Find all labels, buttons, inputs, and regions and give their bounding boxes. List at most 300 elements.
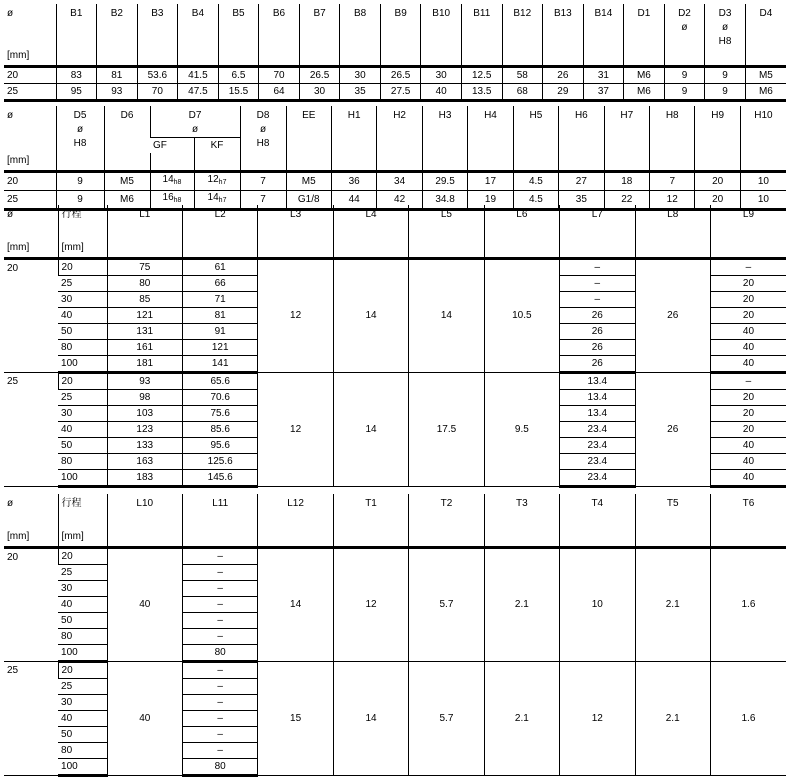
header-spacer [740,153,786,172]
t1-cell: 12 [333,548,408,662]
t5-cell: 2.1 [635,548,710,662]
value-cell: 20 [695,191,740,210]
l2-cell: 121 [182,340,257,356]
l6-cell: 10.5 [484,259,559,373]
header-spacer [194,153,240,172]
l9-cell: 20 [710,422,786,438]
value-cell: 4.5 [513,191,558,210]
stroke-cell: 50 [58,727,107,743]
l7-cell: – [560,276,635,292]
value-cell: 20 [695,172,740,191]
header-cell: L4 [333,205,408,240]
header-spacer [409,529,484,548]
header-spacer [286,153,331,172]
stroke-cell: 50 [58,438,107,454]
value-cell: M6 [745,84,786,101]
header-cell [150,106,240,138]
header-cell: T6 [710,494,786,529]
header-cell [240,106,286,153]
stroke-cell: 40 [58,308,107,324]
value-cell: 95 [56,84,97,101]
header-cell: B4 [178,4,219,49]
l11-cell: – [182,613,257,629]
header-kf: KF [194,138,240,154]
header-spacer [624,49,665,67]
l4-cell: 14 [333,373,408,487]
l1-cell: 103 [107,406,182,422]
value-cell: 27.5 [380,84,421,101]
value-cell: 34 [377,172,422,191]
t6-cell: 1.6 [710,662,786,776]
stroke-cell: 50 [58,324,107,340]
t4-cell: 12 [560,662,635,776]
header-diameter: ø [7,8,14,19]
value-cell: 40 [421,84,462,101]
stroke-cell: 30 [58,292,107,308]
unit-label: [mm] [4,240,58,259]
value-cell: 37 [583,84,624,101]
value-cell: 6.5 [218,67,259,84]
header-gf: GF [153,139,167,151]
l2-cell: 81 [182,308,257,324]
value-cell: 10 [740,191,786,210]
header-spacer [604,153,649,172]
l7-cell: – [560,292,635,308]
t4-cell: 10 [560,548,635,662]
header-spacer [56,49,97,67]
l9-cell: 20 [710,406,786,422]
l2-cell: 125.6 [182,454,257,470]
stroke-cell: 30 [58,406,107,422]
dimensions-table-l-t [4,494,786,777]
value-cell [194,172,240,191]
header-spacer [107,529,182,548]
header-spacer [484,240,559,259]
value-cell: M6 [624,67,665,84]
l7-cell: 23.4 [560,454,635,470]
l2-cell: 141 [182,356,257,373]
header-stroke: 行程 [58,205,107,240]
value-cell: 70 [137,84,178,101]
header-cell [664,4,705,49]
header-spacer [137,49,178,67]
header-line: ø [259,124,267,135]
value-cell: 12.5 [461,67,502,84]
header-spacer [178,49,219,67]
l1-cell: 121 [107,308,182,324]
value-cell: M5 [104,172,150,191]
stroke-cell: 20 [58,259,107,276]
value-cell: 19 [468,191,513,210]
header-spacer [409,240,484,259]
header-spacer [705,49,746,67]
header-spacer [331,153,376,172]
header-spacer [468,153,513,172]
l8-cell: 26 [635,373,710,487]
gf-tolerance: h8 [173,197,182,204]
l6-cell: 9.5 [484,373,559,487]
diameter-cell: 25 [4,191,56,210]
header-spacer [240,153,286,172]
header-cell [705,4,746,49]
stroke-cell: 30 [58,695,107,711]
header-cell: B5 [218,4,259,49]
header-line: ø [681,22,688,33]
header-spacer [333,240,408,259]
l3-cell: 12 [258,373,333,487]
value-cell: M5 [286,172,331,191]
l9-cell: – [710,373,786,390]
header-cell: T3 [484,494,559,529]
header-cell: L11 [182,494,257,529]
header-cell: L2 [182,205,257,240]
unit-label: [mm] [4,529,58,548]
value-cell: 27 [559,172,604,191]
stroke-cell: 80 [58,629,107,645]
header-cell: T4 [560,494,635,529]
stroke-cell: 25 [58,276,107,292]
header-spacer [377,153,422,172]
l5-cell: 14 [409,259,484,373]
stroke-cell: 80 [58,454,107,470]
l9-cell: 40 [710,438,786,454]
header-cell: B6 [259,4,300,49]
l11-cell: – [182,581,257,597]
header-cell: H9 [695,106,740,153]
header-spacer [259,49,300,67]
value-cell: 29.5 [422,172,467,191]
header-spacer [333,529,408,548]
value-cell: 36 [331,172,376,191]
header-spacer [710,529,786,548]
l1-cell: 181 [107,356,182,373]
value-cell: 58 [502,67,543,84]
kf-tolerance: h7 [218,197,227,204]
l3-cell: 12 [258,259,333,373]
value-cell: 30 [340,67,381,84]
header-cell: L10 [107,494,182,529]
header-diameter: ø [7,110,14,121]
l7-cell: 23.4 [560,470,635,487]
l7-cell: 13.4 [560,390,635,406]
l9-cell: 20 [710,276,786,292]
header-cell: B8 [340,4,381,49]
header-line: H8 [718,36,732,47]
stroke-cell: 100 [58,759,107,776]
value-cell: 35 [340,84,381,101]
l7-cell: 26 [560,340,635,356]
l1-cell: 93 [107,373,182,390]
l2-cell: 75.6 [182,406,257,422]
header-cell: H1 [331,106,376,153]
value-cell: 81 [97,67,138,84]
header-spacer [560,240,635,259]
header-cell: L12 [258,494,333,529]
header-cell: H5 [513,106,558,153]
header-spacer [150,153,194,172]
header-line: ø [76,124,84,135]
header-cell: B3 [137,4,178,49]
value-cell: 12 [650,191,695,210]
diameter-cell: 20 [4,259,58,373]
l1-cell: 133 [107,438,182,454]
t2-cell: 5.7 [409,548,484,662]
header-spacer [258,529,333,548]
l10-cell: 40 [107,548,182,662]
stroke-cell: 100 [58,356,107,373]
stroke-cell: 25 [58,390,107,406]
value-cell: 7 [240,172,286,191]
value-cell: 34.8 [422,191,467,210]
value-cell: 22 [604,191,649,210]
l11-cell: – [182,711,257,727]
header-cell: H8 [650,106,695,153]
header-cell: EE [286,106,331,153]
value-cell: 13.5 [461,84,502,101]
l2-cell: 65.6 [182,373,257,390]
header-line: H8 [73,138,87,149]
header-line: D2 [678,8,691,19]
value-cell: 44 [331,191,376,210]
header-spacer [484,529,559,548]
header-spacer [461,49,502,67]
header-spacer [710,240,786,259]
stroke-cell: 80 [58,340,107,356]
l11-cell: – [182,597,257,613]
l7-cell: 26 [560,308,635,324]
l1-cell: 131 [107,324,182,340]
value-cell: 35 [559,191,604,210]
value-cell: 83 [56,67,97,84]
value-cell: 70 [259,67,300,84]
header-line: H8 [256,138,270,149]
header-cell: D4 [745,4,786,49]
header-cell: H4 [468,106,513,153]
t6-cell: 1.6 [710,548,786,662]
gf-tolerance: h8 [173,179,182,186]
diameter-cell: 20 [4,67,56,84]
stroke-cell: 100 [58,470,107,487]
diameter-cell: 20 [4,172,56,191]
t1-cell: 14 [333,662,408,776]
header-spacer [182,240,257,259]
value-cell: M5 [745,67,786,84]
stroke-cell: 80 [58,743,107,759]
l9-cell: 40 [710,324,786,340]
stroke-cell: 20 [58,548,107,565]
stroke-cell: 40 [58,711,107,727]
header-spacer [340,49,381,67]
header-line: ø [191,124,199,135]
value-cell: 7 [650,172,695,191]
value-cell: 29 [543,84,584,101]
l2-cell: 95.6 [182,438,257,454]
l1-cell: 85 [107,292,182,308]
value-cell: 93 [97,84,138,101]
header-line: D7 [188,110,202,121]
header-spacer [650,153,695,172]
header-cell: L7 [560,205,635,240]
header-spacer [258,240,333,259]
stroke-cell: 50 [58,613,107,629]
value-cell: 30 [299,84,340,101]
header-spacer [559,153,604,172]
diameter-cell: 25 [4,84,56,101]
l7-cell: 26 [560,356,635,373]
value-cell: 9 [664,84,705,101]
dimensions-table-b [4,4,786,102]
kf-tolerance: h7 [218,179,227,186]
header-cell: L9 [710,205,786,240]
value-cell: 30 [421,67,462,84]
t3-cell: 2.1 [484,662,559,776]
l1-cell: 161 [107,340,182,356]
header-cell: D6 [104,106,150,153]
header-cell: H3 [422,106,467,153]
value-cell: 26 [543,67,584,84]
value-cell: 7 [240,191,286,210]
header-diameter: ø [7,498,14,509]
l9-cell: 40 [710,454,786,470]
l11-cell: 80 [182,759,257,776]
t2-cell: 5.7 [409,662,484,776]
value-cell: 31 [583,67,624,84]
diameter-cell: 20 [4,548,58,662]
l7-cell: – [560,259,635,276]
header-spacer [421,49,462,67]
value-cell: 4.5 [513,172,558,191]
header-cell: B9 [380,4,421,49]
header-spacer [664,49,705,67]
header-spacer [104,153,150,172]
l9-cell: 20 [710,292,786,308]
header-cell: B13 [543,4,584,49]
t3-cell: 2.1 [484,548,559,662]
header-cell: B14 [583,4,624,49]
l1-cell: 183 [107,470,182,487]
header-stroke: 行程 [58,494,107,529]
header-spacer [56,153,104,172]
header-spacer [560,529,635,548]
l10-cell: 40 [107,662,182,776]
header-spacer [218,49,259,67]
header-cell: B10 [421,4,462,49]
unit-label: [mm] [4,49,56,67]
l7-cell: 26 [560,324,635,340]
l2-cell: 145.6 [182,470,257,487]
header-cell: B7 [299,4,340,49]
stroke-cell: 25 [58,565,107,581]
value-cell: 53.6 [137,67,178,84]
header-spacer [543,49,584,67]
diameter-cell: 25 [4,662,58,776]
stroke-cell: 20 [58,662,107,679]
value-cell: 9 [664,67,705,84]
l1-cell: 98 [107,390,182,406]
l8-cell: 26 [635,259,710,373]
header-line: D8 [256,110,270,121]
stroke-cell: 100 [58,645,107,662]
l9-cell: 40 [710,340,786,356]
header-cell [56,106,104,153]
l12-cell: 14 [258,548,333,662]
header-cell: B11 [461,4,502,49]
l2-cell: 70.6 [182,390,257,406]
l5-cell: 17.5 [409,373,484,487]
l4-cell: 14 [333,259,408,373]
l2-cell: 91 [182,324,257,340]
header-cell: T2 [409,494,484,529]
l9-cell: 40 [710,470,786,487]
l11-cell: – [182,727,257,743]
dimensions-table-d-h [4,106,786,211]
header-cell: B2 [97,4,138,49]
header-cell: L8 [635,205,710,240]
unit-label: [mm] [58,240,107,259]
l11-cell: – [182,548,257,565]
l9-cell: 40 [710,356,786,373]
l11-cell: – [182,679,257,695]
header-cell: H6 [559,106,604,153]
header-spacer [695,153,740,172]
value-cell: 9 [56,191,104,210]
header-spacer [299,49,340,67]
l2-cell: 71 [182,292,257,308]
value-cell: 9 [705,84,746,101]
l1-cell: 123 [107,422,182,438]
header-spacer [422,153,467,172]
dimensions-table-l [4,205,786,488]
header-spacer [502,49,543,67]
l12-cell: 15 [258,662,333,776]
l1-cell: 75 [107,259,182,276]
l2-cell: 61 [182,259,257,276]
header-spacer [513,153,558,172]
header-spacer [635,529,710,548]
header-spacer [583,49,624,67]
value-cell: 47.5 [178,84,219,101]
value-cell: 26.5 [299,67,340,84]
stroke-cell: 40 [58,422,107,438]
value-cell: 17 [468,172,513,191]
header-cell: H10 [740,106,786,153]
l1-cell: 163 [107,454,182,470]
diameter-cell: 25 [4,373,58,487]
header-cell: B12 [502,4,543,49]
header-cell: H7 [604,106,649,153]
gf-value: 16 [162,192,174,203]
l11-cell: – [182,662,257,679]
header-cell: L1 [107,205,182,240]
value-cell: 15.5 [218,84,259,101]
header-line: ø [721,22,729,33]
value-cell: 42 [377,191,422,210]
l7-cell: 23.4 [560,438,635,454]
l11-cell: – [182,629,257,645]
header-cell: L6 [484,205,559,240]
header-cell: L5 [409,205,484,240]
value-cell: 41.5 [178,67,219,84]
value-cell: 26.5 [380,67,421,84]
value-cell: 68 [502,84,543,101]
l11-cell: 80 [182,645,257,662]
t5-cell: 2.1 [635,662,710,776]
l9-cell: 20 [710,308,786,324]
value-cell: 9 [56,172,104,191]
header-spacer [182,529,257,548]
header-diameter: ø [7,209,14,220]
header-spacer [380,49,421,67]
